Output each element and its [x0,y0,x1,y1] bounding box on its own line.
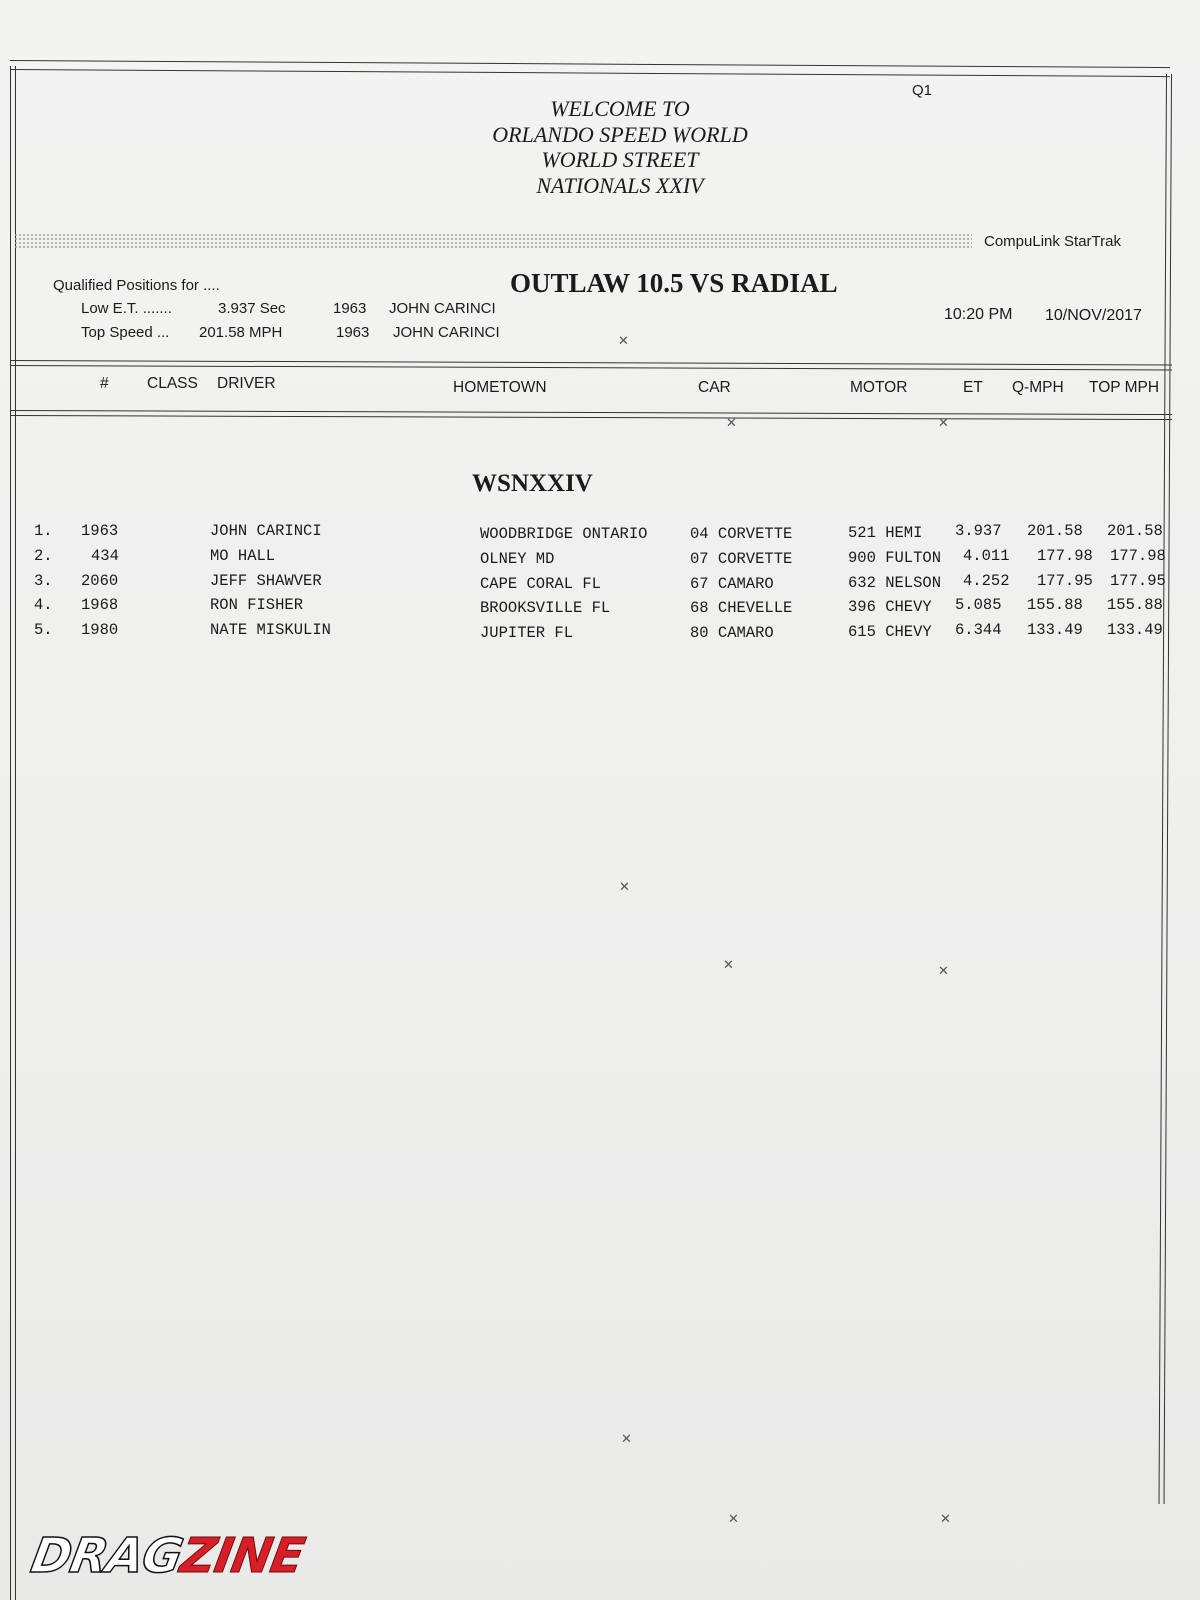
result-motor: 396 CHEVY [848,598,932,616]
result-position: 1. [34,522,53,540]
result-motor: 900 FULTON [848,549,942,567]
result-position: 2. [34,547,53,565]
result-et: 5.085 [955,596,1002,614]
event-title: WSNXXIV [472,470,593,497]
welcome-line: WELCOME TO [550,96,690,121]
result-top-mph: 177.95 [1110,572,1166,590]
result-qmph: 201.58 [1027,522,1083,540]
print-time: 10:20 PM [944,306,1013,323]
result-hometown: BROOKSVILLE FL [480,599,611,617]
result-car: 07 CORVETTE [690,550,793,568]
sheet-border-top [10,60,1170,77]
col-motor-header: MOTOR [850,379,908,396]
paper-speck: ✕ [618,333,629,348]
paper-speck: ✕ [726,415,737,430]
logo-part-zine: ZINE [176,1528,308,1584]
paper-speck: ✕ [938,963,949,978]
result-car-number: 434 [91,547,119,565]
result-car: 04 CORVETTE [690,525,793,543]
result-qmph: 133.49 [1027,621,1083,639]
sheet-code: Q1 [912,82,933,99]
header-rule-top [10,360,1172,370]
header-rule-bottom [10,410,1172,420]
result-motor: 615 CHEVY [848,623,932,641]
result-motor: 521 HEMI [848,524,923,542]
top-speed-record [0,324,700,344]
result-driver: JOHN CARINCI [210,522,322,540]
col-class-header: CLASS [147,375,198,392]
result-driver: NATE MISKULIN [210,621,331,639]
low-et-label: Low E.T. ....... [81,300,172,317]
top-speed-car-number: 1963 [336,324,370,341]
dotted-band [14,233,972,249]
result-car-number: 2060 [81,572,119,590]
result-hometown: CAPE CORAL FL [480,575,601,593]
paper-speck: ✕ [728,1511,739,1526]
logo-part-drag: DRAG [27,1528,187,1584]
paper-speck: ✕ [723,957,734,972]
print-date: 10/NOV/2017 [1045,307,1142,324]
result-car: 68 CHEVELLE [690,599,793,617]
sheet-border-right [1159,74,1172,1504]
paper-speck: ✕ [619,879,630,894]
col-car-header: CAR [698,379,731,396]
result-top-mph: 201.58 [1107,522,1163,540]
result-position: 3. [34,572,53,590]
result-top-mph: 133.49 [1107,621,1163,639]
result-driver: MO HALL [210,547,276,565]
result-et: 3.937 [955,522,1002,540]
low-et-car-number: 1963 [333,300,367,317]
result-row [0,621,1200,645]
result-row [0,547,1200,571]
paper-speck: ✕ [938,415,949,430]
result-row [0,596,1200,620]
result-hometown: JUPITER FL [480,624,574,642]
low-et-driver: JOHN CARINCI [389,300,496,317]
result-car-number: 1963 [81,522,119,540]
col-et-header: ET [963,379,983,396]
system-label: CompuLink StarTrak [984,233,1121,250]
result-top-mph: 155.88 [1107,596,1163,614]
result-motor: 632 NELSON [848,574,942,592]
top-speed-driver: JOHN CARINCI [393,324,500,341]
paper-speck: ✕ [940,1511,951,1526]
result-row [0,572,1200,596]
result-et: 6.344 [955,621,1002,639]
result-hometown: OLNEY MD [480,550,555,568]
welcome-line: NATIONALS XXIV [536,172,704,198]
top-speed-value: 201.58 MPH [199,324,283,341]
result-qmph: 177.95 [1037,572,1093,590]
result-et: 4.252 [963,572,1010,590]
result-et: 4.011 [963,547,1010,565]
welcome-header [420,96,820,198]
col-driver-header: DRIVER [217,375,276,392]
result-car: 67 CAMARO [690,575,774,593]
welcome-line: ORLANDO SPEED WORLD [492,121,748,147]
result-hometown: WOODBRIDGE ONTARIO [480,525,648,543]
col-top-mph-header: TOP MPH [1089,379,1160,396]
result-car-number: 1968 [81,596,119,614]
result-qmph: 155.88 [1027,596,1083,614]
result-car: 80 CAMARO [690,624,774,642]
welcome-line: WORLD STREET [541,147,699,172]
dragzine-logo [27,1528,308,1584]
result-driver: JEFF SHAWVER [210,572,322,590]
qualified-title: Qualified Positions for .... [53,277,220,294]
col-qmph-header: Q-MPH [1012,379,1064,396]
col-number-header: # [100,375,109,392]
result-driver: RON FISHER [210,596,304,614]
class-title: OUTLAW 10.5 VS RADIAL [510,268,838,298]
sheet-border-left [10,66,16,1600]
top-speed-label: Top Speed ... [81,324,170,341]
result-car-number: 1980 [81,621,119,639]
low-et-record [0,300,700,320]
result-qmph: 177.98 [1037,547,1093,565]
paper-speck: ✕ [621,1431,632,1446]
result-top-mph: 177.98 [1110,547,1166,565]
result-row [0,522,1200,546]
low-et-value: 3.937 Sec [218,300,286,317]
col-hometown-header: HOMETOWN [453,379,547,396]
result-position: 5. [34,621,53,639]
result-position: 4. [34,596,53,614]
